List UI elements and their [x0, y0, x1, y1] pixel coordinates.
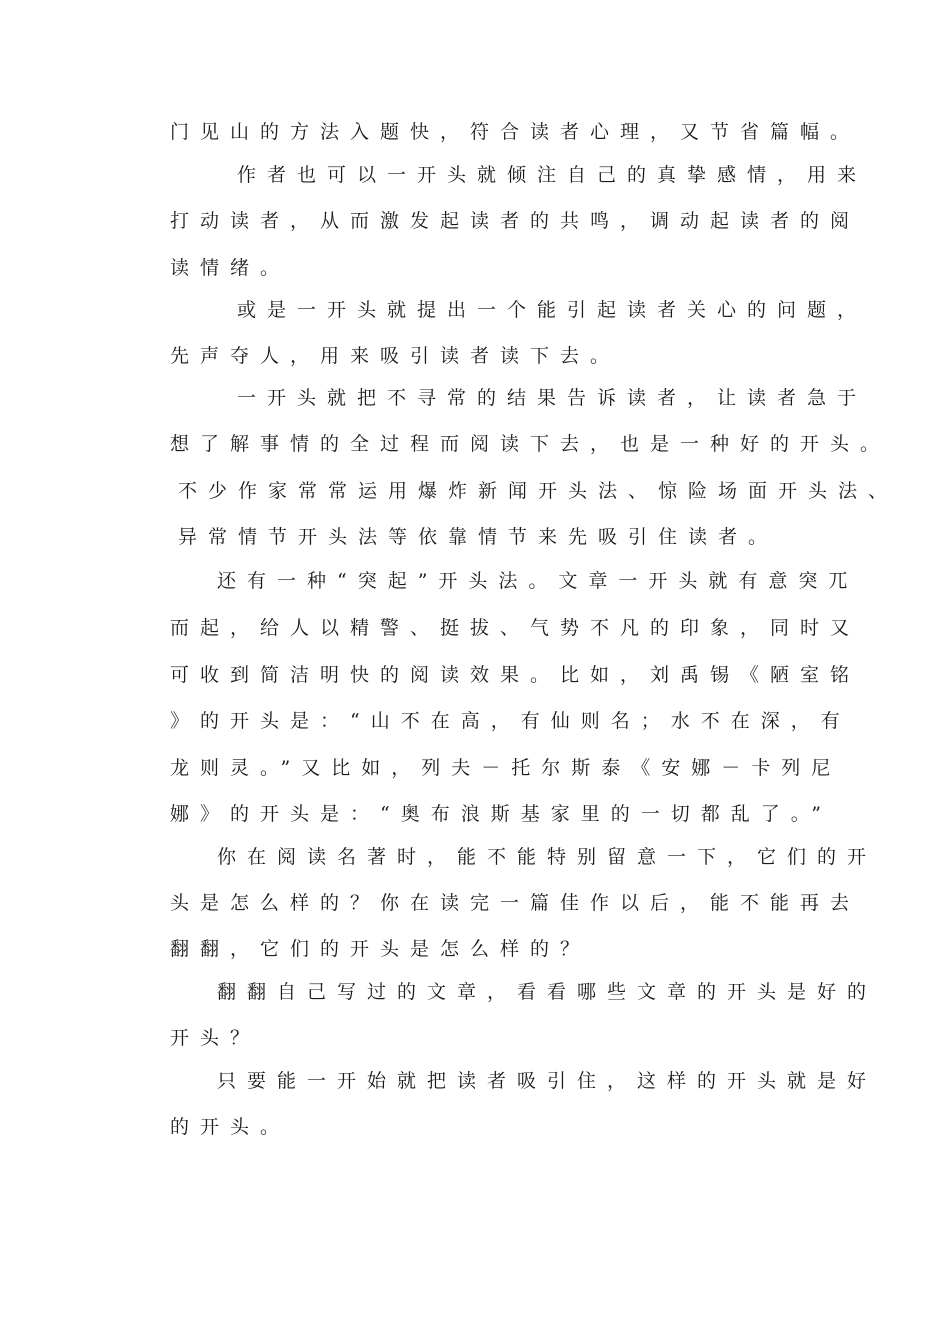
text-line: 开头？ — [170, 1027, 261, 1049]
text-line: 龙则灵。”又比如，列夫－托尔斯泰《安娜－卡列尼 — [170, 757, 842, 779]
text-line: 读情绪。 — [170, 257, 291, 279]
text-line: 想了解事情的全过程而阅读下去，也是一种好的开头。 — [170, 433, 891, 455]
text-line: 翻翻，它们的开头是怎么样的？ — [170, 938, 591, 960]
text-line: 作者也可以一开头就倾注自己的真挚感情，用来 — [237, 164, 868, 186]
text-line: 》的开头是：“山不在高，有仙则名；水不在深，有 — [170, 710, 851, 732]
text-line: 你在阅读名著时，能不能特别留意一下，它们的开 — [217, 846, 878, 868]
text-line: 翻翻自己写过的文章，看看哪些文章的开头是好的 — [217, 981, 878, 1003]
text-line: 娜》的开头是：“奥布浪斯基家里的一切都乱了。” — [170, 803, 832, 825]
text-line: 还有一种“突起”开头法。文章一开头就有意突兀 — [217, 570, 859, 592]
text-line: 的开头。 — [170, 1116, 291, 1138]
text-line: 可收到简洁明快的阅读效果。比如，刘禹锡《陋室铭 — [170, 664, 861, 686]
text-line: 而起，给人以精警、挺拔、气势不凡的印象，同时又 — [170, 617, 861, 639]
text-line: 不少作家常常运用爆炸新闻开头法、惊险场面开头法、 — [178, 480, 899, 502]
text-line: 打动读者，从而激发起读者的共鸣，调动起读者的阅 — [170, 210, 861, 232]
text-line: 或是一开头就提出一个能引起读者关心的问题， — [237, 299, 868, 321]
text-line: 先声夺人，用来吸引读者读下去。 — [170, 345, 621, 367]
text-line: 头是怎么样的？你在读完一篇佳作以后，能不能再去 — [170, 892, 861, 914]
text-line: 门见山的方法入题快，符合读者心理，又节省篇幅。 — [170, 121, 861, 143]
text-line: 只要能一开始就把读者吸引住，这样的开头就是好 — [217, 1070, 878, 1092]
text-line: 一开头就把不寻常的结果告诉读者，让读者急于 — [237, 387, 868, 409]
text-line: 异常情节开头法等依靠情节来先吸引住读者。 — [178, 526, 779, 548]
